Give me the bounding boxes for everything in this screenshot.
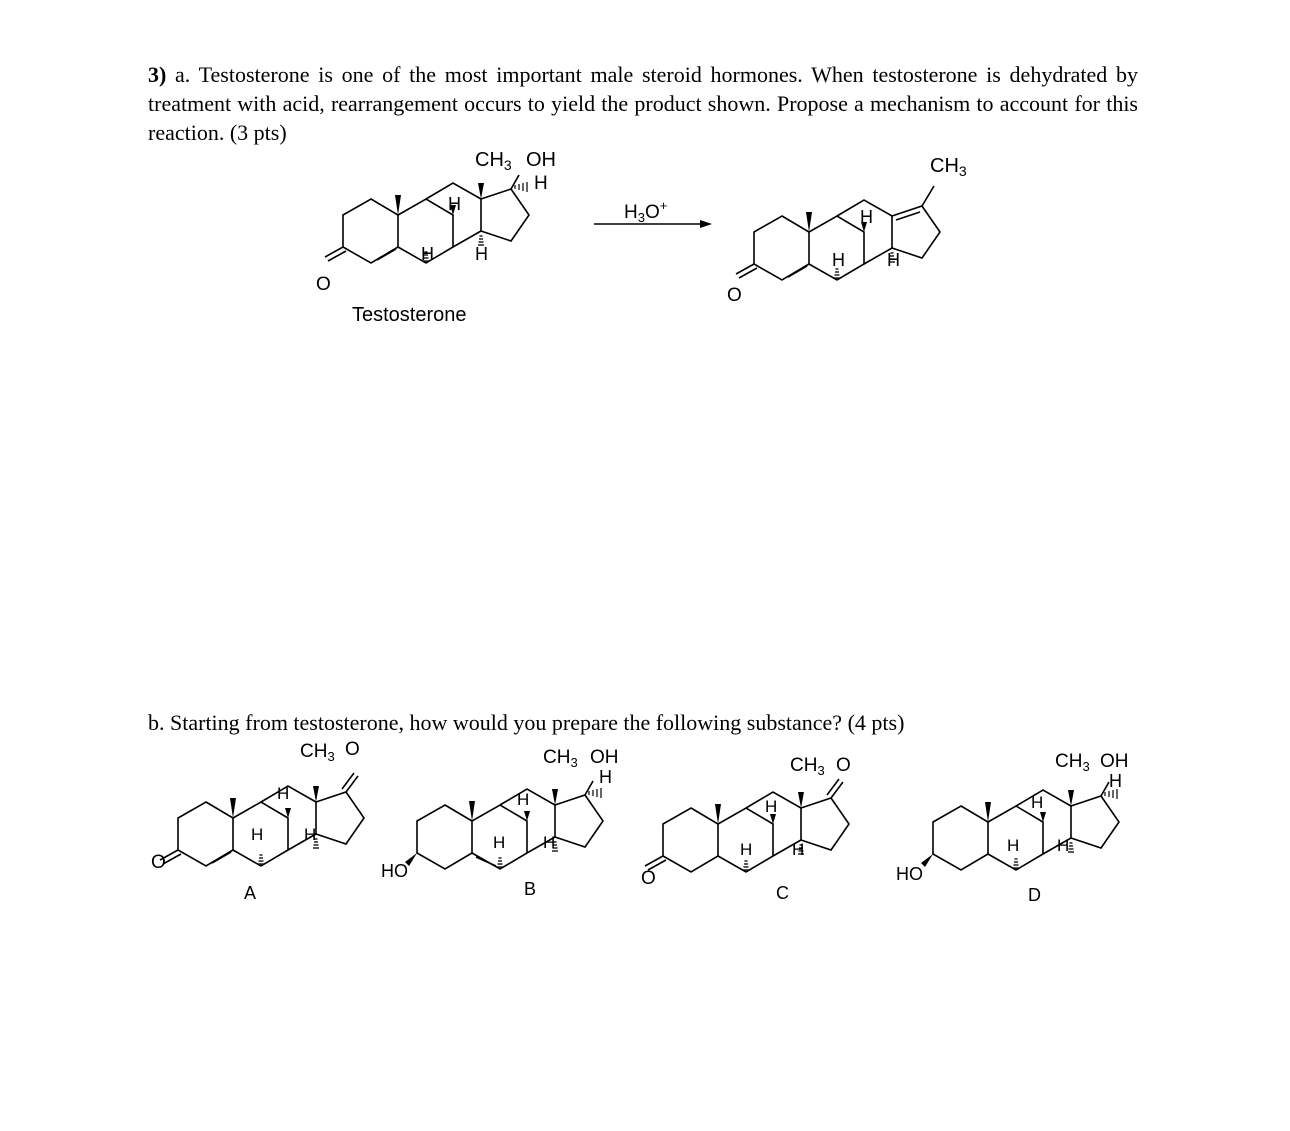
d-oh: OH [1100, 751, 1129, 772]
reagent-sub: 3 [637, 210, 645, 225]
testosterone-h8: H [448, 194, 461, 214]
subscript-3: 3 [503, 157, 512, 173]
b-ch3 [543, 747, 578, 770]
reagent-o: O [644, 202, 660, 223]
b-oh: OH [590, 747, 619, 768]
subscript-3: 3 [817, 763, 825, 778]
d-h14: H [1057, 836, 1070, 855]
question-a-text: a. Testosterone is one of the most important male steroid hormones. When testosterone is dehydrated by treatment with acid, rearrangement occurs to yield the product shown. Propose a mechanism to account for this reaction. (3 pts) [148, 62, 1139, 145]
subscript-3: 3 [570, 755, 578, 770]
b-h9: H [493, 833, 506, 852]
a-o17: O [345, 739, 360, 760]
ch-text: CH [1055, 751, 1083, 772]
ch-text: CH [300, 741, 328, 762]
ch-text: CH [543, 747, 571, 768]
c-h8: H [765, 797, 778, 816]
d-h9: H [1007, 836, 1020, 855]
testosterone-h17: H [534, 173, 548, 194]
question-b-text: b. Starting from testosterone, how would you prepare the following substance? (4 pts) [148, 710, 905, 735]
testosterone-h14: H [475, 244, 488, 264]
c-o17: O [836, 755, 851, 776]
d-h17: H [1109, 771, 1122, 791]
ch-text: CH [475, 149, 504, 171]
compound-d-structure [921, 782, 1119, 870]
c-h9: H [740, 840, 753, 859]
subscript-3: 3 [327, 749, 335, 764]
subscript-3: 3 [958, 163, 967, 179]
product-h8: H [860, 207, 873, 227]
c-ch3 [790, 755, 825, 778]
c-label: C [776, 883, 789, 903]
compound-b-structure [405, 781, 603, 869]
a-h14: H [304, 825, 317, 844]
testosterone-ch3 [475, 149, 512, 173]
reagent-h3o [624, 198, 667, 225]
a-h9: H [251, 825, 264, 844]
d-ho: HO [896, 864, 923, 884]
a-ketone-o: O [151, 852, 166, 873]
b-h17: H [599, 767, 612, 787]
ch-text: CH [790, 755, 818, 776]
d-ch3 [1055, 751, 1090, 774]
c-h14: H [792, 840, 805, 859]
b-h14: H [543, 833, 556, 852]
c-ketone-o: O [641, 868, 656, 889]
testosterone-h9: H [421, 244, 434, 264]
a-label: A [244, 883, 257, 903]
b-label: B [524, 879, 537, 899]
b-h8: H [517, 790, 530, 809]
a-ch3 [300, 741, 335, 764]
testosterone-label: Testosterone [352, 304, 467, 326]
testosterone-ketone-o: O [316, 274, 331, 295]
product-ketone-o: O [727, 285, 742, 306]
compound-a-structure [160, 773, 364, 866]
d-h8: H [1031, 793, 1044, 812]
product-h14: H [887, 250, 900, 270]
b-ho: HO [381, 861, 408, 881]
a-h8: H [277, 784, 290, 803]
reagent-h: H [624, 202, 638, 223]
subscript-3: 3 [1082, 759, 1090, 774]
reagent-plus: + [659, 198, 668, 213]
product-ch3 [930, 155, 967, 179]
ch-text: CH [930, 155, 959, 177]
d-label: D [1028, 885, 1041, 905]
product-h9: H [832, 250, 845, 270]
question-number: 3) [148, 62, 167, 87]
testosterone-oh: OH [526, 149, 556, 171]
